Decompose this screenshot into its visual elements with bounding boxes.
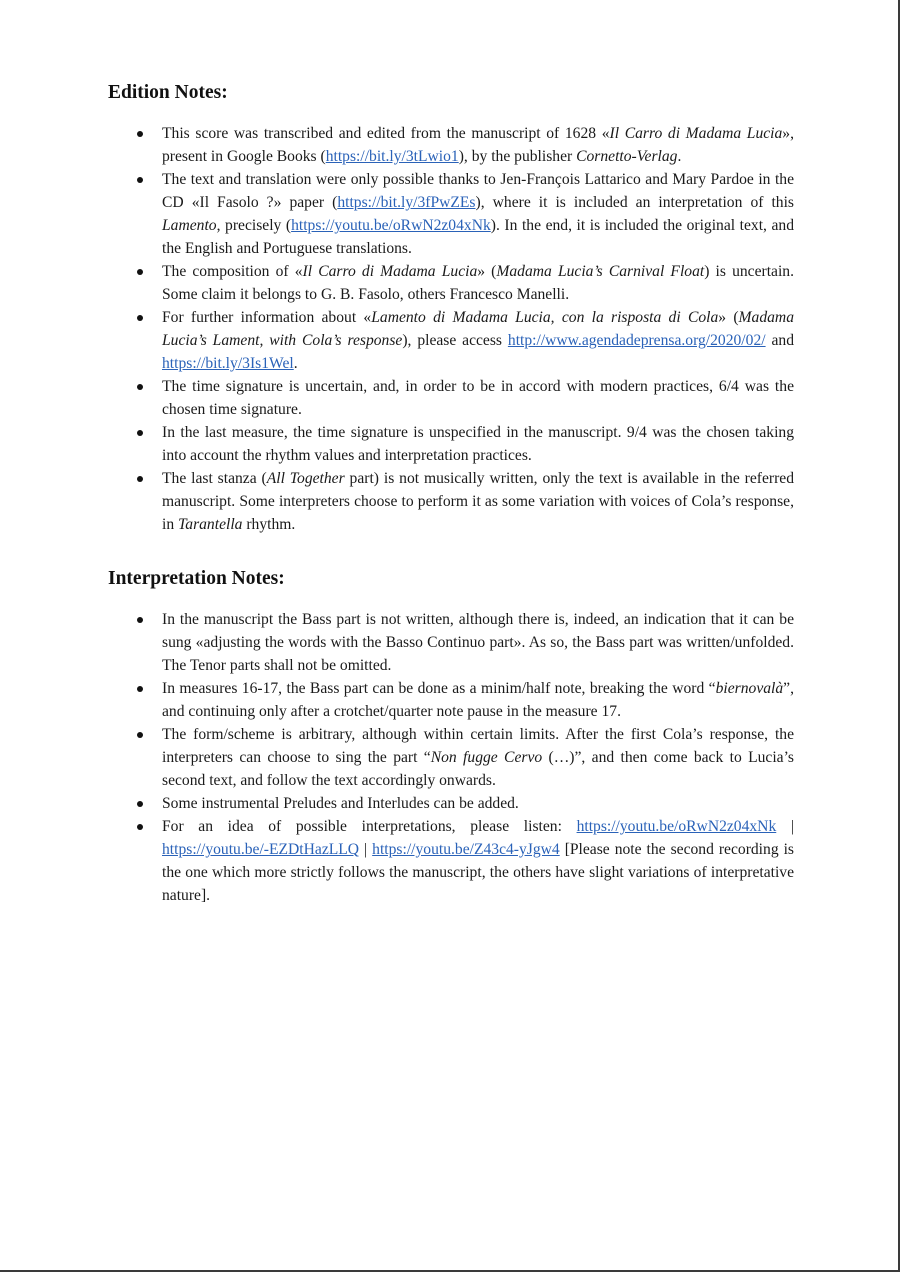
recording-link-2[interactable]: https://youtu.be/-EZDtHazLLQ bbox=[162, 841, 360, 858]
bullet-icon bbox=[137, 315, 143, 321]
further-info-link[interactable]: https://bit.ly/3Is1Wel bbox=[162, 355, 294, 372]
bullet-icon bbox=[137, 617, 143, 623]
edition-notes-list bbox=[108, 122, 794, 536]
list-item: The form/scheme is arbitrary, although within certain limits. After the first Cola’s response, the interpreters can choose to sing the part “Non fugge Cervo (…)”, and then come back to Lucia’s second text, and follow the text accordingly onwards. bbox=[108, 723, 794, 792]
list-item: In measures 16-17, the Bass part can be done as a minim/half note, breaking the word “biernovalà”, and continuing only after a crotchet/quarter note pause in the measure 17. bbox=[108, 677, 794, 723]
youtube-interpretation-link[interactable]: https://youtu.be/oRwN2z04xNk bbox=[291, 217, 491, 234]
bullet-icon bbox=[137, 732, 143, 738]
google-books-link[interactable]: https://bit.ly/3tLwio1 bbox=[325, 148, 459, 165]
list-item: In the manuscript the Bass part is not written, although there is, indeed, an indication that it can be sung «adjusting the words with the Basso Continuo part». As so, the Bass part was written/unfolded. The Tenor parts shall not be omitted. bbox=[108, 608, 794, 677]
list-item: The last stanza (All Together part) is not musically written, only the text is available in the referred manuscript. Some interpreters choose to perform it as some variation with voices of Cola’s response, in Tarantella rhythm. bbox=[108, 467, 794, 536]
bullet-icon bbox=[137, 177, 143, 183]
bullet-icon bbox=[137, 476, 143, 482]
list-item: The time signature is uncertain, and, in order to be in accord with modern practices, 6/4 was the chosen time signature. bbox=[108, 375, 794, 421]
recording-link-1[interactable]: https://youtu.be/oRwN2z04xNk bbox=[576, 818, 777, 835]
bullet-icon bbox=[137, 801, 143, 807]
list-item: Some instrumental Preludes and Interludes can be added. bbox=[108, 792, 794, 815]
agenda-de-prensa-link[interactable]: http://www.agendadeprensa.org/2020/02/ bbox=[507, 332, 766, 349]
bullet-icon bbox=[137, 686, 143, 692]
bullet-icon bbox=[137, 131, 143, 137]
interpretation-notes-heading: Interpretation Notes: bbox=[108, 568, 285, 589]
list-item: This score was transcribed and edited from the manuscript of 1628 «Il Carro di Madama Lucia», present in Google Books (https://bit.ly/3tLwio1), by the publisher Cornetto-Verlag. bbox=[108, 122, 794, 168]
recording-link-3[interactable]: https://youtu.be/Z43c4-yJgw4 bbox=[372, 841, 560, 858]
bullet-icon bbox=[137, 384, 143, 390]
bullet-icon bbox=[137, 430, 143, 436]
list-item: In the last measure, the time signature is unspecified in the manuscript. 9/4 was the chosen taking into account the rhythm values and interpretation practices. bbox=[108, 421, 794, 467]
list-item: The composition of «Il Carro di Madama Lucia» (Madama Lucia’s Carnival Float) is uncertain. Some claim it belongs to G. B. Fasolo, others Francesco Manelli. bbox=[108, 260, 794, 306]
list-item: The text and translation were only possible thanks to Jen-François Lattarico and Mary Pardoe in the CD «Il Fasolo ?» paper (https://bit.ly/3fPwZEs), where it is included an interpretation of this Lamento, precisely (https://youtu.be/oRwN2z04xNk). In the end, it is included the original text, and the English and Portuguese translations. bbox=[108, 168, 794, 260]
list-item: For an idea of possible interpretations, please listen: https://youtu.be/oRwN2z04xNk | https://youtu.be/-EZDtHazLLQ | https://youtu.be/Z43c4-yJgw4 [Please note the second recording is the one which more strictly follows the manuscript, the others have slight variations of interpretative nature]. bbox=[108, 815, 794, 907]
bullet-icon bbox=[137, 824, 143, 830]
cd-paper-link[interactable]: https://bit.ly/3fPwZEs bbox=[337, 194, 476, 211]
list-item: For further information about «Lamento di Madama Lucia, con la risposta di Cola» (Madama Lucia’s Lament, with Cola’s response), please access http://www.agendadeprensa.org/2020/02/ and https://bit.ly/3Is1Wel. bbox=[108, 306, 794, 375]
bullet-icon bbox=[137, 269, 143, 275]
edition-notes-heading: Edition Notes: bbox=[108, 82, 228, 103]
interpretation-notes-list bbox=[108, 608, 794, 907]
page-content bbox=[108, 78, 794, 907]
